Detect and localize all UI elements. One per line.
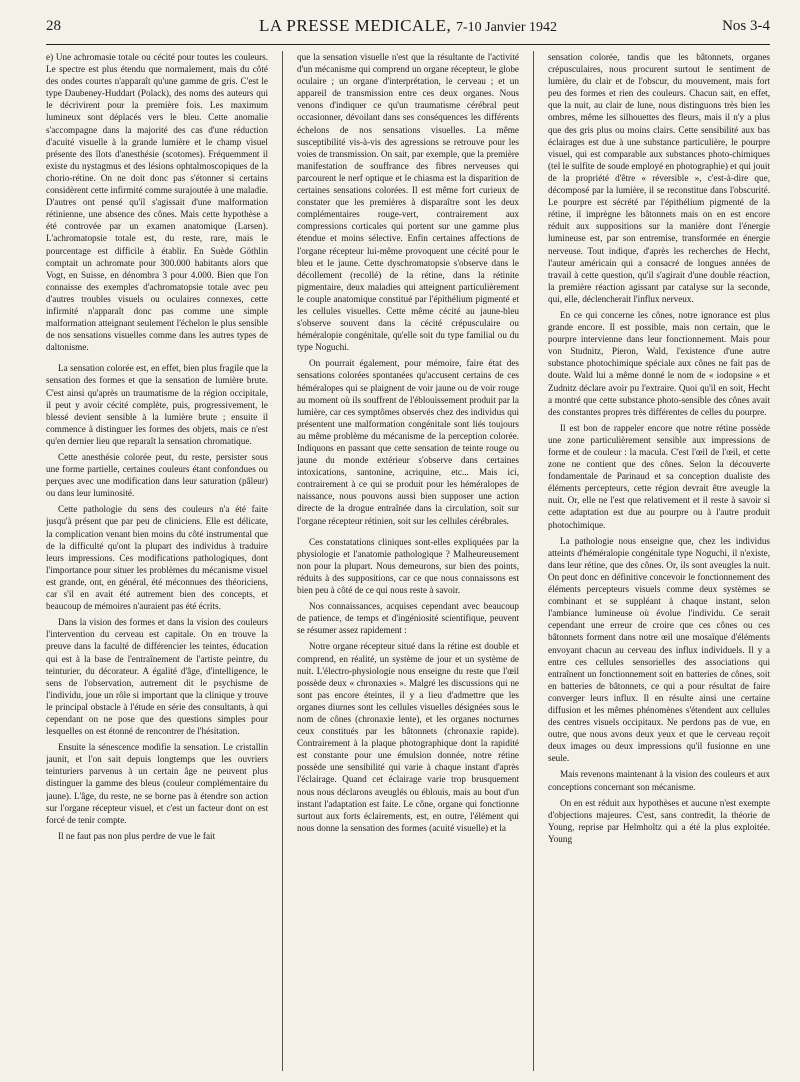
column-3 <box>548 51 770 1071</box>
paragraph: En ce qui concerne les cônes, notre ignorance est plus grande encore. Il est possible, mais non certain, que le pourpre intervienne dans leur fonctionnement. Mais pour von Studnitz, Pieron, Wald, l'existence d'une autre substance photochimique spéciale aux cônes ne fait pas de doute. Wald lui a même donné le nom de « iodopsine » et Zudnitz déclare avoir pu l'extraire. Quoi qu'il en soit, Hecht a montré que cette substance photo-sensible des cônes avait des constantes propres très différentes de celles du pourpre. <box>548 309 770 417</box>
paragraph: que la sensation visuelle n'est que la résultante de l'activité d'un mécanisme qui comprend un organe récepteur, le globe oculaire ; un organe d'interprétation, le cerveau ; et un appareil de transmission entre ces deux organes. Nous venons d'indiquer ce qu'un traumatisme cérébral peut occasionner, dévoilant dans ses conséquences les différents échelons de nos sensations visuelles. La même susceptibilité vis-à-vis des agressions se retrouve pour les voies de transmission. On sait, par exemple, que la première manifestation de souffrance des fibres nerveuses qui parcourent le nerf optique et le chiasma est la disparition de certaines sensations colorées. Il est même fort curieux de constater que les premières à disparaître sont les deux complémentaires rouge-vert, contrairement aux compressions corticales qui portent sur une gamme plus étendue et moins sélective. Enfin certaines affections de l'organe récepteur lui-même provoquent une cécité pour le bleu et le jaune. Cette dyschromatopsie s'observe dans le décollement (recollé) de la rétine, dans la rétinite pigmentaire, deux maladies qui atteignent particulièrement le couple anatomique constitué par l'épithélium pigmenté et les cellules visuelles. Cette même cécité au jaune-bleu s'observe souvent dans la cécité crépusculaire ou héméralopie congénitale, qu'elle soit du type familial ou du type Noguchi. <box>297 52 519 353</box>
journal-title: LA PRESSE MEDICALE, <box>258 16 452 35</box>
paragraph: Ensuite la sénescence modifie la sensation. Le cristallin jaunit, et l'on sait depuis longtemps que les ouvriers teinturiers parvenus à un certain âge ne peuvent plus distinguer la gamme des bleus (couleur complémentaire du jaune). L'âge, du reste, ne se borne pas à étendre son action sur l'organe récepteur visuel, et c'est un facteur dont on est forcé de tenir compte. <box>46 742 268 825</box>
issue-number: Nos 3-4 <box>722 18 770 34</box>
column-divider <box>282 51 283 1071</box>
page-number: 28 <box>46 18 61 34</box>
journal-title-line <box>46 16 770 36</box>
paragraph: Il ne faut pas non plus perdre de vue le fait <box>58 830 216 841</box>
paragraph: La sensation colorée est, en effet, bien plus fragile que la sensation des formes et que la sensation de lumière brute. C'est ainsi qu'après un traumatisme de la région occipitale, il peut y avoir cécité complète, puis, progressivement, le blessé devient sensible à la lumière brute ; ensuite il commence à distinguer les formes des objets, mais ce n'est qu'en dernier lieu que reparaît la sensation chromatique. <box>46 363 268 446</box>
column-divider <box>533 51 534 1071</box>
page-header <box>46 16 770 45</box>
paragraph: Nos connaissances, acquises cependant avec beaucoup de patience, de temps et d'ingéniosité scientifique, peuvent se résumer assez rapidement : <box>297 601 519 636</box>
column-1 <box>46 51 268 1071</box>
paragraph: Dans la vision des formes et dans la vision des couleurs l'intervention du cerveau est capitale. On en trouve la preuve dans la faculté de différencier les teintes, éducation qui est à la base de l'entraînement de l'artiste peintre, du teinturier, du décorateur. A égalité d'âge, d'intelligence, le sens de l'observation, autrement dit le psychisme de l'individu, joue un rôle si important que la clinique y trouve le principal obstacle à l'étude en série des consultants, à qui cependant on ne pose que des questions simples pour lesquelles on est étonné de rencontrer de l'hésitation. <box>46 617 268 737</box>
paragraph: e) Une achromasie totale ou cécité pour toutes les couleurs. Le spectre est plus étendu que normalement, mais du côté des ondes courtes n'apparaît qu'une gamme de gris. C'est le type Daubeney-Huddart (Polack), des noms des auteurs qui le décrivirent pour la première fois. Les maximum lumineux sont déplacés vers le bleu. Cette anomalie s'accompagne dans la majorité des cas d'une réduction d'acuité visuelle à la grande lumière et le champ visuel présente des îlots d'anesthésie (scotomes). Fréquemment il existe du nystagmus et des lésions ophtalmoscopiques de la chorio-rétine. On ne doit donc pas s'étonner si certains considèrent cette infirmité comme surajoutée à une maladie. D'autres ont pensé qu'il s'agissait d'une malformation rétinienne, une absence des cônes. Mais cette hypothèse a été controvée par un examen anatomique (Larsen). L'achromatopsie totale est, du reste, rare, mais le pourcentage est difficile à établir. En Suède Göthlin comptait un achromate pour 300.000 habitants alors que Vogt, en Suisse, en dénombra 3 pour 4.000. Bien que l'on connaisse des exemples d'achromatopsie totale avec peu d'autres troubles visuels ou oculaires connexes, cette infirmité n'apparaît donc pas comme une simple malformation atteignant seulement l'échelon le plus sensible de nos sensations visuelles comme dans les autres types de daltonisme. <box>46 52 268 353</box>
paragraph: sensation colorée, tandis que les bâtonnets, organes crépusculaires, nous procurent surtout le sentiment de lumière, du clair et de l'obscur, du mouvement, mais fort peu des formes et rien des couleurs. Chacun sait, en effet, que la nuit, au clair de lune, nous distinguons très bien les ombres, même les silhouettes des fleurs, mais il n'y a plus que des gris plus ou moins clairs. Cette sensibilité aux bas éclairages est due à une substance particulière, le pourpre visuel, qui est comparable aux substances photo-chimiques (tel le sulfite de soude employé en photographie) et qui jouit de la propriété d'être « réversible », c'est-à-dire que, décomposé par la lumière, il se reconstitue dans l'obscurité. Le pourpre est sécrété par l'épithélium pigmenté de la rétine, il imprègne les bâtonnets mais on en est encore réduit aux suppositions sur la manière dont l'énergie lumineuse est, par son entremise, transformée en énergie nerveuse. Tout indique, d'après les recherches de Hecht, l'auteur américain qui a consacré de longues années de travail à cette question, qu'il s'agirait d'une double réaction, la première réaction agissant par catalyse sur la seconde, qui, elle, déclencherait l'influx nerveux. <box>548 52 770 304</box>
paragraph: On en est réduit aux hypothèses et aucune n'est exempte d'objections majeures. C'est, sans contredit, la théorie de Young, reprise par Helmholtz qui a été la plus exploitée. Young <box>548 797 770 844</box>
paragraph: Notre organe récepteur situé dans la rétine est double et comprend, en réalité, un système de jour et un système de nuit. L'électro-physiologie nous enseigne du reste que l'œil possède deux « chronaxies ». Malgré les discussions qui ne sont pas encore éteintes, il y a lieu d'admettre que les organes diurnes sont les cellules visuelles désignées sous le nom de cônes (chronaxie lente), et les organes nocturnes ceux constitués par les bâtonnets (chronaxie rapide). Contrairement à la plaque photographique dont la rapidité est constante pour une émulsion donnée, notre rétine possède une sensibilité qui varie à chaque instant d'après l'éclairage. Quand cet éclairage varie trop brusquement nous nous déclarons aveuglés ou éblouis, mais au bout d'un instant l'adaptation est faite. Le cône, organe qui fonctionne surtout aux forts éclairements, est, en outre, l'élément qui nous donne la sensation des formes (acuité visuelle) et la <box>297 641 519 833</box>
paragraph: Ces constatations cliniques sont-elles expliquées par la physiologie et l'anatomie pathologique ? Malheureusement non pour la plupart. Nous demeurons, sur bien des points, réduits à des suppositions, car ce que nous connaissons est bien peu à côté de ce qui nous reste à savoir. <box>297 536 519 596</box>
column-2 <box>297 51 519 1071</box>
paragraph: Cette anesthésie colorée peut, du reste, persister sous une forme partielle, certaines couleurs étant confondues ou perçues avec une modification dans leur saturation (pâleur) ou dans leur luminosité. <box>46 452 268 499</box>
paragraph: La pathologie nous enseigne que, chez les individus atteints d'héméralopie congénitale type Noguchi, il n'existe, dans leur rétine, que des cônes. Or, ils sont aveugles la nuit. On peut donc en définitive concevoir le fonctionnement des éléments percepteurs visuels comme deux systèmes se combinant et se suppléant à chaque instant, selon l'ambiance lumineuse où évolue l'individu. Ce serait cependant une erreur de croire que ces cônes ou ces bâtonnets forment dans notre œil une mosaïque d'éléments envoyant chacun au cerveau des influx individuels. Il y a entre ces cellules sensorielles des associations qui entraînent un fonctionnement soit en batteries de cônes, soit en batteries de bâtonnets, ce qui a pour résultat de faire converger leurs influx. Il en résulte ainsi une certaine diffusion et les mêmes phénomènes s'étendent aux cellules des centres visuels occipitaux. Ne perdons pas de vue, en outre, que nous avons deux yeux et que le cerveau reçoit deux images ou deux impressions qu'il fusionne en une seule. <box>548 535 770 764</box>
paragraph: On pourrait également, pour mémoire, faire état des sensations colorées spontanées qu'accusent certains de ces héméralopes qui se plaignent de voir jaune ou de voir rouge au moment où ils souffrent de l'éblouissement produit par la lumière, car ces symptômes observés chez des individus qui présentent une malformation congénitale sont liés toujours au même problème du mécanisme de la perception colorée. Indiquons en passant que cette sensation de teinte rouge ou jaune du monde extérieur s'observe dans certaines intoxications, santonine, acriquine, etc... Mais ici, contrairement à ce qui se produit pour les héméralopes de naissance, nous pouvons aussi bien supposer une action directe de la drogue entraînée dans la circulation, soit sur l'organe récepteur rétinien, soit sur les cellules cérébrales. <box>297 358 519 526</box>
issue-date: 7-10 Janvier 1942 <box>455 20 558 35</box>
text-columns <box>46 51 770 1071</box>
paragraph: Mais revenons maintenant à la vision des couleurs et aux conceptions concernant son mécanisme. <box>548 769 770 792</box>
paragraph: Cette pathologie du sens des couleurs n'a été faite jusqu'à présent que par peu de cliniciens. Elle est délicate, la complication venant bien moins du côté instrumental que de la difficulté qu'ont la plupart des individus à traduire leurs impressions. Ces modifications pathologiques, dont l'importance pour situer les problèmes du mécanisme visuel est grande, ont, en général, été méconnues des théoriciens, car s'il en avait été autrement bien des concepts, et beaucoup de mémoires n'auraient pas été écrits. <box>46 504 268 612</box>
paragraph: Il est bon de rappeler encore que notre rétine possède une zone particulièrement sensible aux impressions de forme et de couleur : la macula. C'est l'œil de l'œil, et cette zone ne contient que des cônes. Selon la découverte fondamentale de Parinaud et sa conception dualiste des éléments percepteurs, cette région devrait être aveugle la nuit. Or, elle ne l'est que relativement et il reste à savoir si cette adaptation est due au pourpre ou à l'autre produit photochimique. <box>548 422 770 530</box>
